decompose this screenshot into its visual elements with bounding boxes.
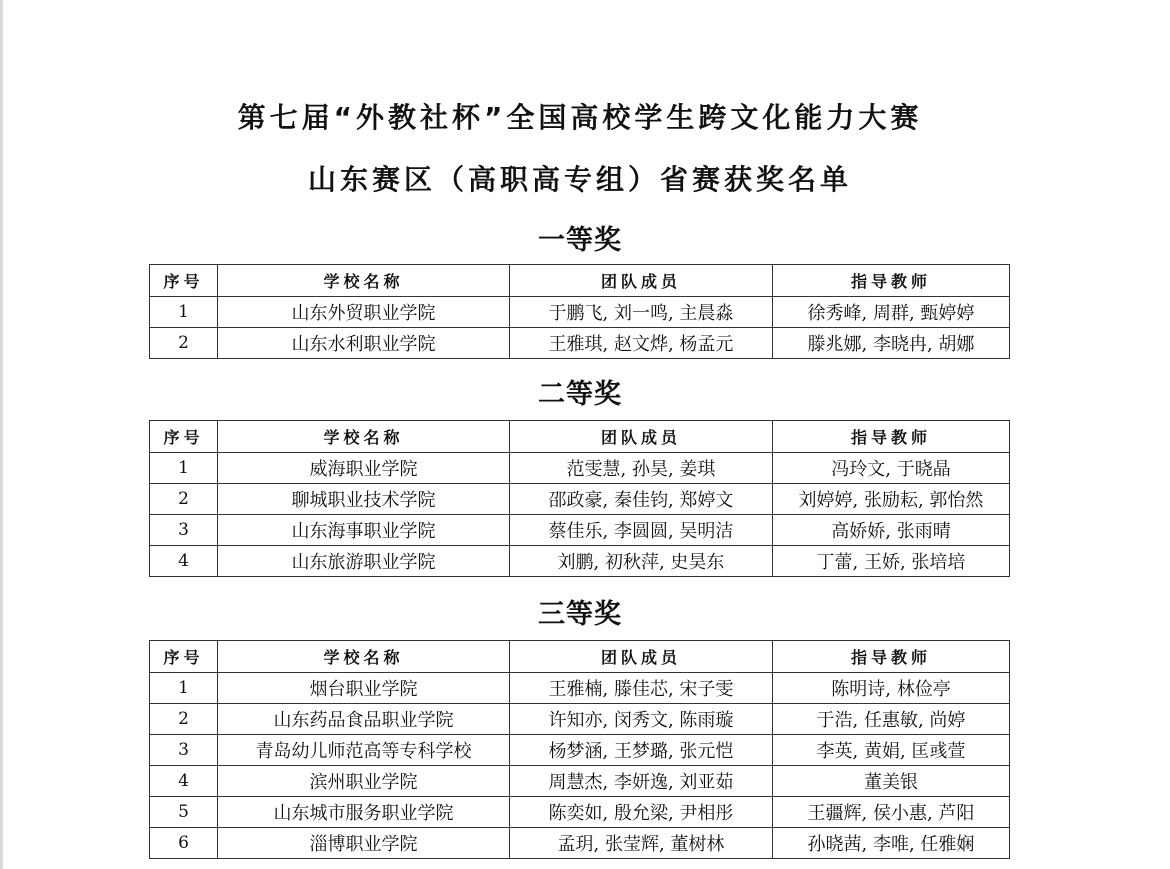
row-teachers: 董美银: [773, 766, 1010, 797]
row-school: 烟台职业学院: [218, 673, 510, 704]
row-teachers: 滕兆娜, 李晓冉, 胡娜: [773, 328, 1010, 359]
row-school: 山东外贸职业学院: [218, 297, 510, 328]
table-row: [150, 484, 1010, 515]
row-team: 范雯慧, 孙昊, 姜琪: [510, 453, 773, 484]
row-teachers: 于浩, 任惠敏, 尚婷: [773, 704, 1010, 735]
row-team: 刘鹏, 初秋萍, 史昊东: [510, 546, 773, 577]
row-no: 2: [150, 484, 218, 515]
row-no: 1: [150, 453, 218, 484]
table-row: [150, 297, 1010, 328]
row-no: 5: [150, 797, 218, 828]
row-school: 山东药品食品职业学院: [218, 704, 510, 735]
table-row: [150, 453, 1010, 484]
row-no: 1: [150, 297, 218, 328]
row-teachers: 王疆辉, 侯小惠, 芦阳: [773, 797, 1010, 828]
row-no: 6: [150, 828, 218, 859]
row-no: 3: [150, 735, 218, 766]
row-team: 邵政豪, 秦佳钧, 郑婷文: [510, 484, 773, 515]
header-no: 序号: [150, 641, 218, 673]
header-teachers: 指导教师: [773, 265, 1010, 297]
table-header-row: [150, 265, 1010, 297]
row-school: 淄博职业学院: [218, 828, 510, 859]
row-no: 4: [150, 546, 218, 577]
row-no: 4: [150, 766, 218, 797]
header-school: 学校名称: [218, 265, 510, 297]
table-row: [150, 704, 1010, 735]
row-school: 山东旅游职业学院: [218, 546, 510, 577]
row-school: 山东海事职业学院: [218, 515, 510, 546]
row-teachers: 李英, 黄娟, 匡彧萱: [773, 735, 1010, 766]
row-school: 威海职业学院: [218, 453, 510, 484]
row-no: 1: [150, 673, 218, 704]
row-no: 2: [150, 328, 218, 359]
row-team: 孟玥, 张莹辉, 董树林: [510, 828, 773, 859]
row-no: 3: [150, 515, 218, 546]
table-row: [150, 797, 1010, 828]
row-school: 滨州职业学院: [218, 766, 510, 797]
document-title: 第七届“外教社杯”全国高校学生跨文化能力大赛: [237, 101, 923, 134]
row-team: 周慧杰, 李妍逸, 刘亚茹: [510, 766, 773, 797]
third-prize-heading: 三等奖: [538, 599, 622, 630]
row-school: 青岛幼儿师范高等专科学校: [218, 735, 510, 766]
row-teachers: 丁蕾, 王娇, 张培培: [773, 546, 1010, 577]
header-school: 学校名称: [218, 421, 510, 453]
row-school: 山东水利职业学院: [218, 328, 510, 359]
first-prize-table: [149, 264, 1010, 359]
table-row: [150, 515, 1010, 546]
row-teachers: 孙晓茜, 李唯, 任雅娴: [773, 828, 1010, 859]
header-no: 序号: [150, 421, 218, 453]
table-header-row: [150, 421, 1010, 453]
row-team: 杨梦涵, 王梦璐, 张元恺: [510, 735, 773, 766]
row-team: 蔡佳乐, 李圆圆, 吴明洁: [510, 515, 773, 546]
row-team: 于鹏飞, 刘一鸣, 主晨淼: [510, 297, 773, 328]
row-no: 2: [150, 704, 218, 735]
row-team: 王雅琪, 赵文烨, 杨孟元: [510, 328, 773, 359]
table-row: [150, 735, 1010, 766]
row-teachers: 高娇娇, 张雨晴: [773, 515, 1010, 546]
header-team: 团队成员: [510, 421, 773, 453]
row-teachers: 刘婷婷, 张励耘, 郭怡然: [773, 484, 1010, 515]
header-school: 学校名称: [218, 641, 510, 673]
table-header-row: [150, 641, 1010, 673]
row-teachers: 冯玲文, 于晓晶: [773, 453, 1010, 484]
header-teachers: 指导教师: [773, 641, 1010, 673]
table-row: [150, 766, 1010, 797]
header-team: 团队成员: [510, 641, 773, 673]
row-team: 许知亦, 闵秀文, 陈雨璇: [510, 704, 773, 735]
second-prize-table: [149, 420, 1010, 577]
table-row: [150, 328, 1010, 359]
header-no: 序号: [150, 265, 218, 297]
table-row: [150, 546, 1010, 577]
table-row: [150, 828, 1010, 859]
third-prize-table: [149, 640, 1010, 859]
second-prize-heading: 二等奖: [538, 379, 622, 410]
row-team: 陈奕如, 殷允梁, 尹相彤: [510, 797, 773, 828]
row-school: 聊城职业技术学院: [218, 484, 510, 515]
row-school: 山东城市服务职业学院: [218, 797, 510, 828]
row-teachers: 陈明诗, 林俭亭: [773, 673, 1010, 704]
header-teachers: 指导教师: [773, 421, 1010, 453]
table-row: [150, 673, 1010, 704]
row-teachers: 徐秀峰, 周群, 甄婷婷: [773, 297, 1010, 328]
row-team: 王雅楠, 滕佳芯, 宋子雯: [510, 673, 773, 704]
document-subtitle: 山东赛区（高职高专组）省赛获奖名单: [307, 163, 852, 196]
header-team: 团队成员: [510, 265, 773, 297]
first-prize-heading: 一等奖: [538, 225, 622, 256]
